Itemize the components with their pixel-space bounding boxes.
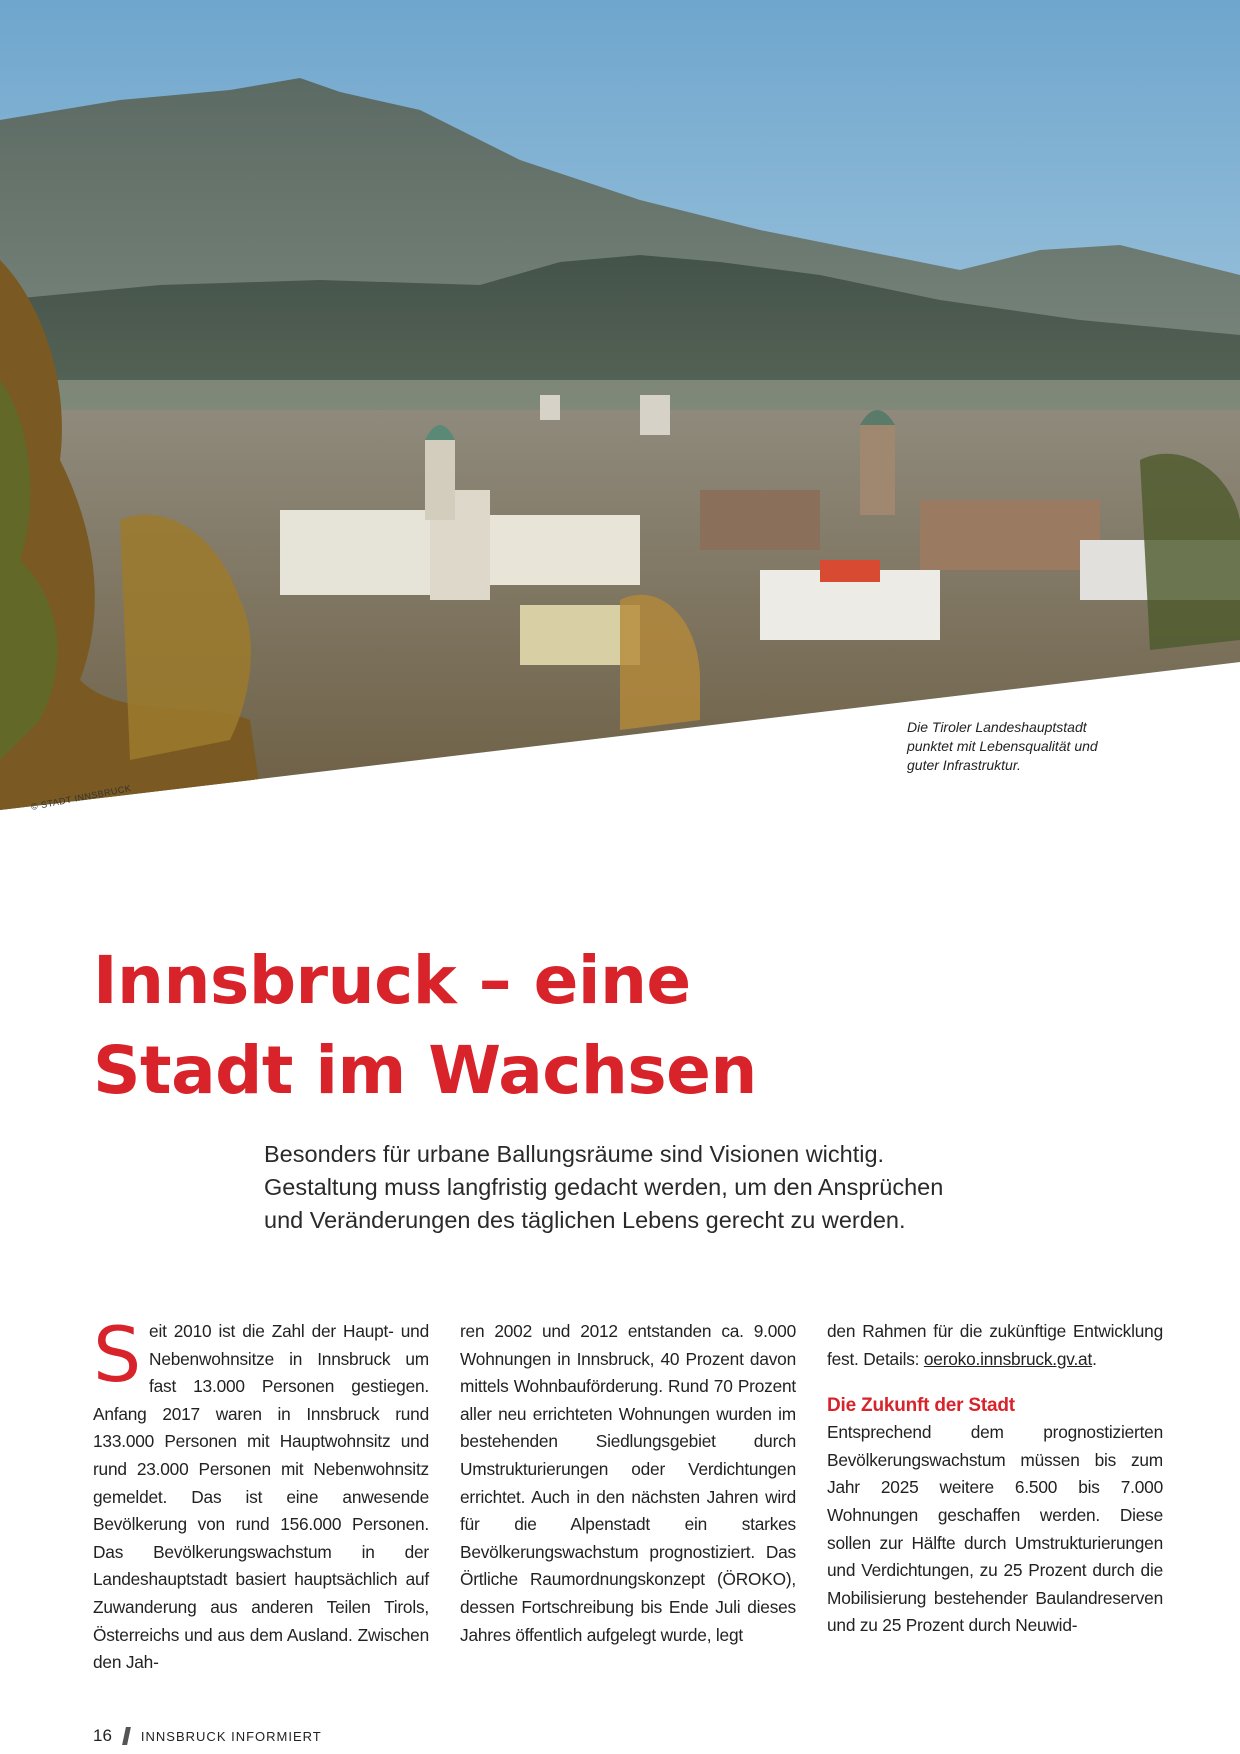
text-column-3 [827,1318,1163,1640]
title-line: Innsbruck – eine [93,942,691,1019]
lead-line: und Veränderungen des täglichen Lebens gerecht zu werden. [264,1207,906,1233]
text-column-2 [460,1318,796,1649]
body-text: Entsprechend dem prognostizierten Bevölkerungswachstum müssen bis zum Jahr 2025 weitere 6.500 bis 7.000 Wohnungen geschaffen werden. Diese sollen zur Hälfte durch Umstrukturierungen und Verdichtungen, zu 25 Prozent durch die Mobilisierung bestehender Baulandreserven und zu 25 Prozent durch Neuwid- [827,1422,1163,1636]
body-text: ren 2002 und 2012 entstanden ca. 9.000 Wohnungen in Innsbruck, 40 Prozent davon mittels Wohnbauförderung. Rund 70 Prozent aller neu errichteten Wohnungen wurden im bestehenden Siedlungsgebiet durch Umstrukturierungen oder Verdichtungen errichtet. Auch in den nächsten Jahren wird für die Alpenstadt ein starkes Bevölkerungswachstum prognostiziert. Das Örtliche Raumordnungskonzept (ÖROKO), dessen Fortschreibung bis Ende Juli dieses Jahres öffentlich aufgelegt wurde, legt [460,1321,796,1645]
section-subheading: Die Zukunft der Stadt [827,1395,1015,1417]
body-text-span: . [1092,1348,1097,1369]
innsbruck-panorama-image [0,0,1240,810]
body-text-span: den Rahmen für die zukünftige Entwicklung fest. Details: [827,1321,1163,1369]
hero-photo [0,0,1240,810]
lead-line: Gestaltung muss langfristig gedacht werden, um den Ansprüchen [264,1174,944,1200]
article-title [93,936,757,1116]
slash-divider [122,1727,131,1745]
article-lead [264,1138,1024,1237]
page-footer [93,1726,322,1746]
body-text: eit 2010 ist die Zahl der Haupt- und Nebenwohnsitze in Innsbruck um fast 13.000 Personen gestiegen. Anfang 2017 waren in Innsbruck rund 133.000 Personen mit Hauptwohnsitz und rund 23.000 Personen mit Nebenwohnsitz gemeldet. Das ist eine anwesende Bevölkerung von rund 156.000 Personen. Das Bevölkerungswachstum in der Landeshauptstadt basiert hauptsächlich auf Zuwanderung aus anderen Teilen Tirols, Österreichs und aus dem Ausland. Zwischen den Jah- [93,1321,429,1673]
lead-line: Besonders für urbane Ballungsräume sind Visionen wichtig. [264,1141,885,1167]
page-number: 16 [93,1726,112,1745]
oeroko-link[interactable]: oeroko.innsbruck.gv.at [923,1348,1093,1369]
photo-caption: Die Tiroler Landeshauptstadt punktet mit Lebensqualität und guter Infrastruktur. [907,719,1098,773]
text-column-1 [93,1310,429,1677]
publication-name: INNSBRUCK INFORMIERT [140,1728,322,1744]
title-line: Stadt im Wachsen [93,1032,757,1109]
photo-credit: © STADT INNSBRUCK [30,783,133,812]
drop-cap: S [93,1310,142,1399]
body-text [827,1318,1163,1373]
